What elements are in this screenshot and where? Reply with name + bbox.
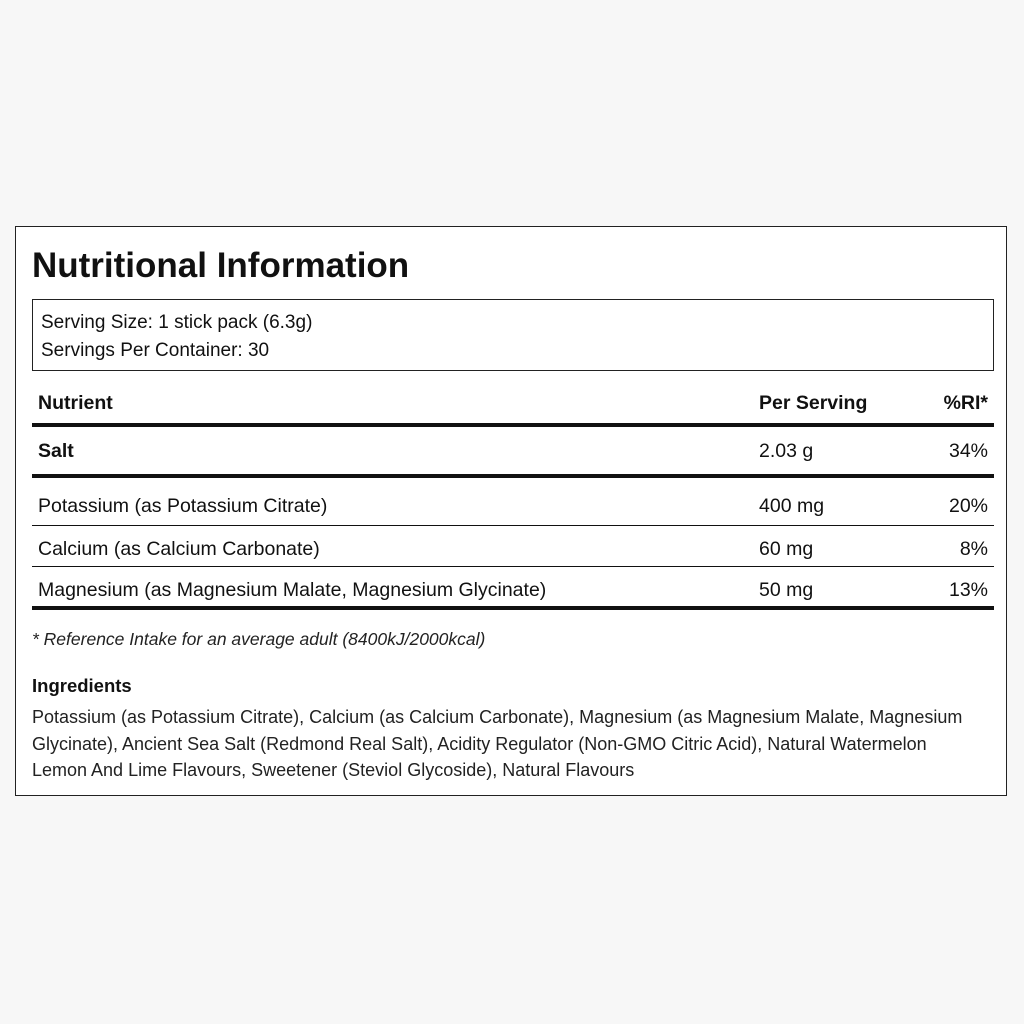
nutrient-per-serving: 60 mg	[759, 538, 814, 560]
nutrient-table	[32, 385, 994, 610]
page-title: Nutritional Information	[32, 246, 410, 285]
serving-size: Serving Size: 1 stick pack (6.3g)	[41, 312, 313, 333]
nutrient-ri: 20%	[948, 495, 988, 517]
header-ri: %RI*	[943, 392, 988, 414]
nutrient-per-serving: 400 mg	[759, 495, 825, 517]
nutrient-name: Potassium (as Potassium Citrate)	[38, 495, 328, 517]
table-header-row	[32, 385, 994, 427]
serving-info-box	[32, 299, 994, 371]
table-row-salt	[32, 427, 994, 478]
nutrient-per-serving: 2.03 g	[759, 440, 814, 462]
nutrient-ri: 8%	[959, 538, 988, 560]
ingredients-heading: Ingredients	[32, 675, 132, 696]
nutrient-name: Calcium (as Calcium Carbonate)	[38, 538, 320, 560]
table-row-calcium	[32, 526, 994, 567]
nutrient-name: Salt	[38, 440, 74, 462]
table-row-magnesium	[32, 567, 994, 610]
nutrition-panel	[15, 226, 1007, 796]
header-per-serving: Per Serving	[759, 392, 868, 414]
header-nutrient: Nutrient	[38, 392, 113, 414]
servings-per-container: Servings Per Container: 30	[41, 340, 270, 361]
nutrient-per-serving: 50 mg	[759, 579, 814, 601]
reference-intake-footnote: * Reference Intake for an average adult (8400kJ/2000kcal)	[32, 629, 486, 649]
table-row-potassium	[32, 478, 994, 526]
nutrient-name: Magnesium (as Magnesium Malate, Magnesium Glycinate)	[38, 579, 547, 601]
nutrient-ri: 13%	[948, 579, 988, 601]
nutrient-ri: 34%	[948, 440, 988, 462]
ingredients-list: Potassium (as Potassium Citrate), Calcium (as Calcium Carbonate), Magnesium (as Magnesium Malate, Magnesium Glycinate), Ancient Sea Salt (Redmond Real Salt), Acidity Regulator (Non-GMO Citric Acid), Natural Watermelon Lemon And Lime Flavours, Sweetener (Steviol Glycoside), Natural Flavours	[32, 707, 963, 780]
